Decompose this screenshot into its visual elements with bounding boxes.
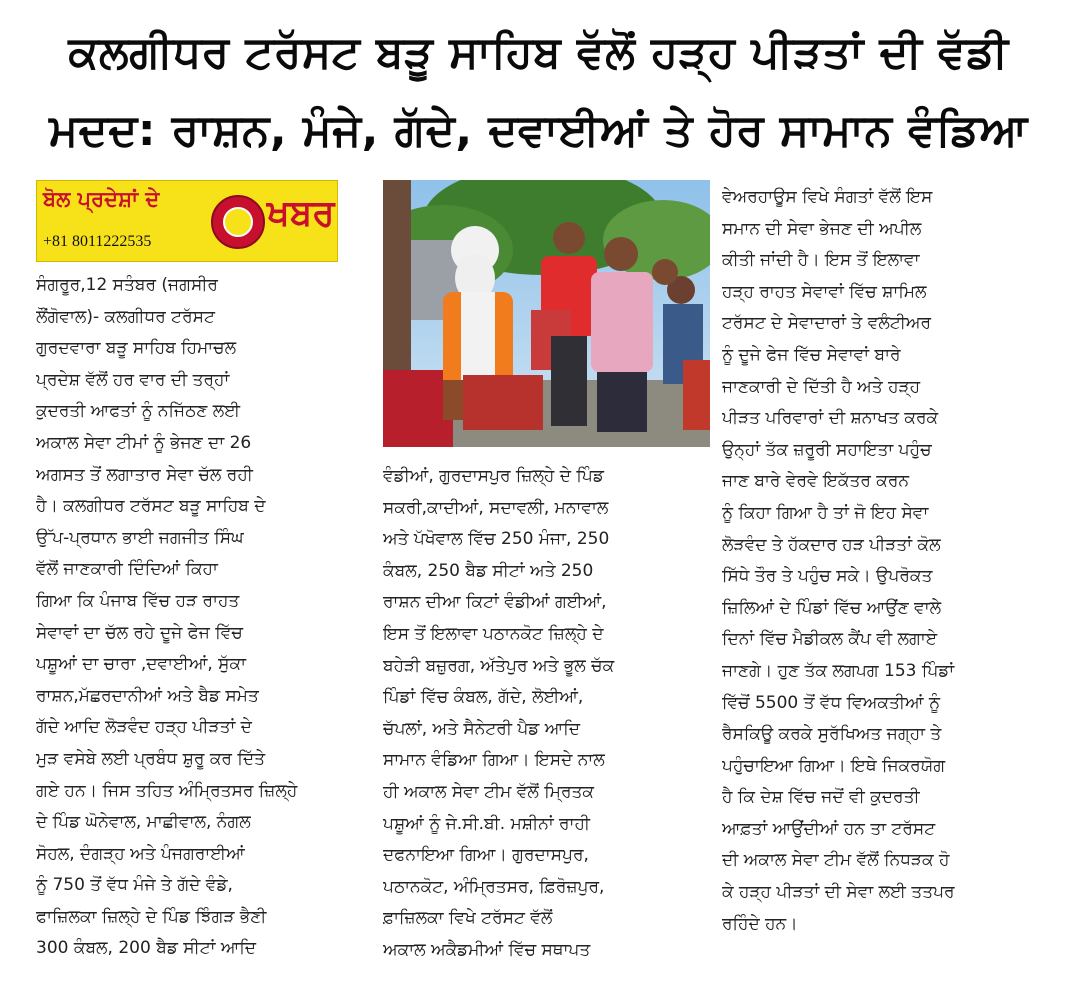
article-line: ਵਿੱਚੋਂ 5500 ਤੋਂ ਵੱਧ ਵਿਅਕਤੀਆਂ ਨੂੰ (722, 692, 941, 713)
article-line: ਗਏ ਹਨ। ਜਿਸ ਤਹਿਤ ਅੰਮ੍ਰਿਤਸਰ ਜ਼ਿਲ੍ਹੇ (36, 780, 298, 801)
article-line: ਵੰਡੀਆਂ, ਗੁਰਦਾਸਪੁਰ ਜ਼ਿਲ੍ਹੇ ਦੇ ਪਿੰਡ (383, 466, 604, 486)
article-line: ਅਕਾਲ ਸੇਵਾ ਟੀਮਾਂ ਨੂੰ ਭੇਜਣ ਦਾ 26 (36, 432, 252, 453)
article-line: ਰਹਿੰਦੇ ਹਨ। (722, 913, 798, 934)
headline-line-1: ਕਲਗੀਧਰ ਟਰੱਸਟ ਬੜੂ ਸਾਹਿਬ ਵੱਲੋਂ ਹੜ੍ਹ ਪੀੜਤਾਂ ਦੀ ਵੱਡੀ (68, 27, 1009, 78)
article-line: ਲੌਂਗੋਵਾਲ)- ਕਲਗੀਧਰ ਟਰੱਸਟ (36, 306, 215, 327)
article-line: ਗਿਆ ਕਿ ਪੰਜਾਬ ਵਿੱਚ ਹੜ ਰਾਹਤ (36, 590, 240, 611)
article-line: ਦਫਨਾਇਆ ਗਿਆ। ਗੁਰਦਾਸਪੁਰ, (383, 845, 589, 866)
article-line: ਟਰੱਸਟ ਦੇ ਸੇਵਾਦਾਰਾਂ ਤੇ ਵਲੰਟੀਅਰ (722, 313, 932, 334)
headline-line-2: ਮਦਦ: ਰਾਸ਼ਨ, ਮੰਜੇ, ਗੱਦੇ, ਦਵਾਈਆਂ ਤੇ ਹੋਰ ਸਾਮਾਨ ਵੰਡਿਆ (49, 105, 1028, 156)
article-line: ਫਾਜ਼ਿਲਕਾ ਜ਼ਿਲ੍ਹੇ ਦੇ ਪਿੰਡ ਝਿੰਗੜ ਭੈਣੀ (36, 906, 267, 927)
article-line: ਜਾਣਗੇ। ਹੁਣ ਤੱਕ ਲਗਪਗ 153 ਪਿੰਡਾਂ (722, 660, 955, 681)
article-line: ਜ਼ਿਲਿਆਂ ਦੇ ਪਿੰਡਾਂ ਵਿੱਚ ਆਉਂਣ ਵਾਲੇ (722, 597, 942, 618)
article-line: ਰੈਸਕਿਊ ਕਰਕੇ ਸੁਰੱਖਿਅਤ ਜਗ੍ਹਾ ਤੇ (722, 724, 942, 745)
article-line: ਅਕਾਲ ਅਕੈਡਮੀਆਂ ਵਿੱਚ ਸਥਾਪਤ (383, 939, 591, 960)
article-line: ਰਾਸ਼ਨ,ਮੱਛਰਦਾਨੀਆਂ ਅਤੇ ਬੈਡ ਸਮੇਤ (36, 685, 259, 706)
article-line: ਪੀੜਤ ਪਰਿਵਾਰਾਂ ਦੀ ਸ਼ਨਾਖਤ ਕਰਕੇ (722, 408, 939, 429)
article-line: ਉਨ੍ਹਾਂ ਤੱਕ ਜ਼ਰੂਰੀ ਸਹਾਇਤਾ ਪਹੁੰਚ (722, 439, 932, 460)
article-line: ਪਿੰਡਾਂ ਵਿੱਚ ਕੰਬਲ, ਗੱਦੇ, ਲੋਈਆਂ, (383, 687, 584, 708)
article-line: ਸੰਗਰੂਰ,12 ਸਤੰਬਰ (ਜਗਸੀਰ (36, 275, 218, 295)
article-line: ਗੁਰਦਵਾਰਾ ਬੜੂ ਸਾਹਿਬ ਹਿਮਾਚਲ (36, 338, 237, 359)
photo-illustration (383, 180, 710, 447)
news-logo (36, 180, 338, 262)
headline (0, 14, 1077, 170)
article-line: ਦੀ ਅਕਾਲ ਸੇਵਾ ਟੀਮ ਵੱਲੋਂ ਨਿਧੜਕ ਹੋ (722, 850, 950, 871)
article-line: ਹੈ। ਕਲਗੀਧਰ ਟਰੱਸਟ ਬੜੂ ਸਾਹਿਬ ਦੇ (36, 496, 266, 517)
article-line: ਉੱਪ-ਪ੍ਰਧਾਨ ਭਾਈ ਜਗਜੀਤ ਸਿੰਘ (36, 527, 244, 548)
article-line: ਅਗਸਤ ਤੋਂ ਲਗਾਤਾਰ ਸੇਵਾ ਚੱਲ ਰਹੀ (36, 464, 253, 485)
logo-word: ਖਬਰ (267, 193, 335, 234)
article-line: ਪਸ਼ੂਆਂ ਦਾ ਚਾਰਾ ,ਦਵਾਈਆਂ, ਸੁੱਕਾ (36, 654, 246, 675)
article-line: ਸਾਮਾਨ ਵੰਡਿਆ ਗਿਆ। ਇਸਦੇ ਨਾਲ (383, 750, 605, 771)
article-line: ਸਮਾਨ ਦੀ ਸੇਵਾ ਭੇਜਣ ਦੀ ਅਪੀਲ (722, 218, 922, 239)
article-line: ਵੇਅਰਹਾਊਸ ਵਿਖੇ ਸੰਗਤਾਂ ਵੱਲੋਂ ਇਸ (722, 187, 933, 207)
article-line: ਹੀ ਅਕਾਲ ਸੇਵਾ ਟੀਮ ਵੱਲੋਂ ਮ੍ਰਿਤਕ (383, 781, 594, 802)
article-line: ਦੇ ਪਿੰਡ ਘੋਨੇਵਾਲ, ਮਾਛੀਵਾਲ, ਨੰਗਲ (36, 812, 251, 833)
logo-title: ਬੋਲ ਪ੍ਰਦੇਸ਼ਾਂ ਦੇ (43, 187, 160, 211)
article-line: ਕੁਦਰਤੀ ਆਫਤਾਂ ਨੂੰ ਨਜਿੱਠਣ ਲਈ (36, 401, 241, 422)
relief-distribution-photo (383, 180, 710, 447)
article-line: ਆਫ਼ਤਾਂ ਆਉਂਦੀਆਂ ਹਨ ਤਾ ਟਰੱਸਟ (722, 818, 936, 839)
article-line: ਸੋਹਲ, ਦੰਗੜ੍ਹ ਅਤੇ ਪੰਜਗਰਾਈਆਂ (36, 843, 245, 864)
article-line: ਹੜ੍ਹ ਰਾਹਤ ਸੇਵਾਵਾਂ ਵਿੱਚ ਸ਼ਾਮਿਲ (722, 281, 927, 302)
article-column-1 (36, 270, 344, 965)
article-line: ਸਕਰੀ,ਕਾਦੀਆਂ, ਸਦਾਵਲੀ, ਮਨਾਵਾਲ (383, 497, 609, 518)
article-line: ਗੱਦੇ ਆਦਿ ਲੋੜਵੰਦ ਹੜ੍ਹ ਪੀੜਤਾਂ ਦੇ (36, 717, 252, 738)
article-line: ਹੈ ਕਿ ਦੇਸ਼ ਵਿੱਚ ਜਦੋਂ ਵੀ ਕੁਦਰਤੀ (722, 787, 920, 808)
article-line: ਕੰਬਲ, 250 ਬੈਡ ਸੀਟਾਂ ਅਤੇ 250 (383, 560, 594, 581)
article-line: 300 ਕੰਬਲ, 200 ਬੈਡ ਸੀਟਾਂ ਆਦਿ (36, 938, 257, 959)
article-line: ਪ੍ਰਦੇਸ਼ ਵੱਲੋਂ ਹਰ ਵਾਰ ਦੀ ਤਰ੍ਹਾਂ (36, 369, 230, 390)
article-line: ਪਠਾਨਕੋਟ, ਅੰਮ੍ਰਿਤਸਰ, ਫ਼ਿਰੋਜ਼ਪੁਰ, (383, 876, 605, 897)
article-line: ਲੋੜਵੰਦ ਤੇ ਹੱਕਦਾਰ ਹੜ ਪੀੜਤਾਂ ਕੋਲ (722, 534, 941, 555)
article-line: ਜਾਣ ਬਾਰੇ ਵੇਰਵੇ ਇਕੱਤਰ ਕਰਨ (722, 471, 910, 492)
article-line: ਨੂੰ ਕਿਹਾ ਗਿਆ ਹੈ ਤਾਂ ਜੋ ਇਹ ਸੇਵਾ (722, 502, 929, 523)
article-line: ਨੂੰ ਦੂਜੇ ਫੇਜ ਵਿੱਚ ਸੇਵਾਵਾਂ ਬਾਰੇ (722, 344, 901, 365)
article-line: ਜਾਣਕਾਰੀ ਦੇ ਦਿੱਤੀ ਹੈ ਅਤੇ ਹੜ੍ਹ (722, 376, 921, 397)
article-line: ਅਤੇ ਪੱਖੋਵਾਲ ਵਿੱਚ 250 ਮੰਜਾ, 250 (383, 529, 610, 550)
article-line: ਸਿੱਧੇ ਤੌਰ ਤੇ ਪਹੁੰਚ ਸਕੇ। ਉਪਰੋਕਤ (722, 566, 933, 587)
article-line: ਨੂੰ 750 ਤੋਂ ਵੱਧ ਮੰਜੇ ਤੇ ਗੱਦੇ ਵੰਡੇ, (36, 875, 233, 896)
article-line: ਰਾਸ਼ਨ ਦੀਆ ਕਿਟਾਂ ਵੰਡੀਆਂ ਗਈਆਂ, (383, 592, 607, 613)
logo-badge-icon (211, 195, 265, 249)
article-line: ਪਹੁੰਚਾਇਆ ਗਿਆ। ਇਥੇ ਜਿਕਰਯੋਗ (722, 755, 946, 776)
article-line: ਸੇਵਾਵਾਂ ਦਾ ਚੱਲ ਰਹੇ ਦੂਜੇ ਫੇਜ ਵਿੱਚ (36, 622, 243, 643)
article-line: ਵੱਲੋਂ ਜਾਣਕਾਰੀ ਦਿੰਦਿਆਂ ਕਿਹਾ (36, 559, 218, 580)
logo-phone: +81 8011222535 (43, 233, 152, 250)
article-line: ਦਿਨਾਂ ਵਿੱਚ ਮੈਡੀਕਲ ਕੈਂਪ ਵੀ ਲਗਾਏ (722, 629, 938, 650)
article-column-3 (722, 182, 1036, 940)
article-line: ਮੁੜ ਵਸੇਬੇ ਲਈ ਪ੍ਰਬੰਧ ਸ਼ੁਰੂ ਕਰ ਦਿੱਤੇ (36, 748, 265, 769)
article-line: ਚੱਪਲਾਂ, ਅਤੇ ਸੈਨੇਟਰੀ ਪੈਡ ਆਦਿ (383, 718, 580, 739)
article-line: ਕੀਤੀ ਜਾਂਦੀ ਹੈ। ਇਸ ਤੋਂ ਇਲਾਵਾ (722, 250, 920, 271)
article-column-2 (383, 461, 688, 967)
article-line: ਕੇ ਹੜ੍ਹ ਪੀੜਤਾਂ ਦੀ ਸੇਵਾ ਲਈ ਤਤਪਰ (722, 882, 955, 903)
article-line: ਪਸ਼ੂਆਂ ਨੂੰ ਜੇ.ਸੀ.ਬੀ. ਮਸ਼ੀਨਾਂ ਰਾਹੀ (383, 813, 590, 834)
article-line: ਫ਼ਾਜ਼ਿਲਕਾ ਵਿਖੇ ਟਰੱਸਟ ਵੱਲੋਂ (383, 908, 553, 929)
article-line: ਬਹੇੜੀ ਬਜ਼ੁਰਗ, ਅੱਤੇਪੁਰ ਅਤੇ ਭੂਲ ਚੱਕ (383, 655, 615, 676)
article-line: ਇਸ ਤੋਂ ਇਲਾਵਾ ਪਠਾਨਕੋਟ ਜ਼ਿਲ੍ਹੇ ਦੇ (383, 623, 604, 644)
